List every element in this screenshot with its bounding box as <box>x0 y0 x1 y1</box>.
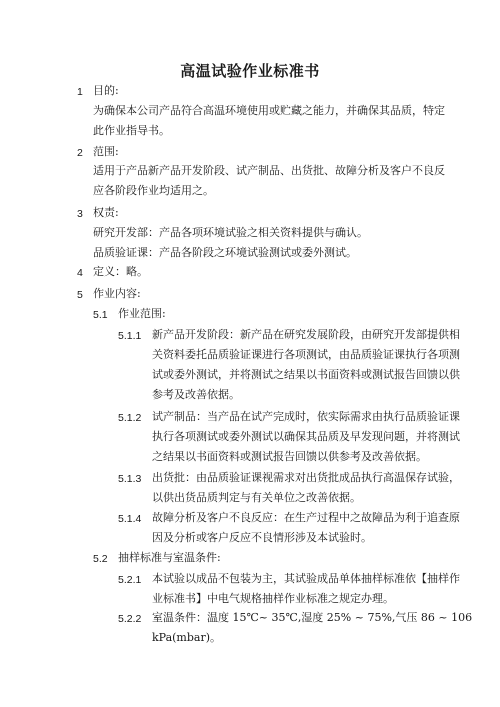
item-number: 5.1.4 <box>118 513 142 525</box>
section-heading: 目的: <box>93 84 119 97</box>
section-heading: 定义：略。 <box>93 265 148 278</box>
section-number: 1 <box>77 86 83 98</box>
item-number: 5.2.1 <box>118 574 142 586</box>
item-body: 故障分析及客户不良反应：在生产过程中之故障品为利于追查原 因及分析或客户反应不良情形涉及本试验时。 <box>152 511 460 544</box>
document-title: 高温试验作业标准书 <box>180 62 320 80</box>
item-body: 新产品开发阶段：新产品在研究发展阶段，由研究开发部提供相 关资料委托品质验证课进行各项测试，由品质验证课执行各项测 试或委外测试，并将测试之结果以书面资料或测试报告回馈以供 参考及改善依据。 <box>152 328 460 401</box>
subsection-number: 5.1 <box>93 309 108 321</box>
section-number: 5 <box>77 289 83 301</box>
item-number: 5.1.2 <box>118 412 142 424</box>
item-number: 5.1.1 <box>118 330 142 342</box>
item-body: 室温条件：温度 15℃~ 35℃,湿度 25% ~ 75%,气压 86 ~ 106 kPa(mbar)。 <box>152 611 473 644</box>
section-number: 2 <box>77 147 83 159</box>
section-body: 研究开发部：产品各项环境试验之相关资料提供与确认。 品质验证课：产品各阶段之环境试验测试或委外测试。 <box>93 226 368 259</box>
section-body: 为确保本公司产品符合高温环境使用或贮藏之能力，并确保其品质，特定 此作业指导书。 <box>93 104 445 137</box>
subsection-heading: 作业范围: <box>118 307 166 320</box>
section-body: 适用于产品新产品开发阶段、试产制品、出货批、故障分析及客户不良反 应各阶段作业均适用之。 <box>93 164 445 197</box>
section-heading: 范围: <box>93 145 119 158</box>
section-heading: 权责: <box>93 206 119 219</box>
item-body: 试产制品：当产品在试产完成时，依实际需求由执行品质验证课 执行各项测试或委外测试以确保其品质及早发现问题，并将测试 之结果以书面资料或测试报告回馈以供参考及改善依据。 <box>152 410 460 463</box>
item-body: 出货批：由品质验证课视需求对出货批成品执行高温保存试验， 以供出货品质判定与有关单位之改善依据。 <box>152 471 460 504</box>
subsection-heading: 抽样标准与室温条件: <box>118 551 221 564</box>
section-number: 4 <box>77 267 83 279</box>
item-body: 本试验以成品不包装为主，其试验成品单体抽样标准依【抽样作 业标准书】中电气规格抽样作业标准之规定办理。 <box>152 572 460 605</box>
item-number: 5.1.3 <box>118 473 142 485</box>
subsection-number: 5.2 <box>93 553 108 565</box>
section-heading: 作业内容: <box>93 287 141 300</box>
item-number: 5.2.2 <box>118 613 142 625</box>
section-number: 3 <box>77 208 83 220</box>
